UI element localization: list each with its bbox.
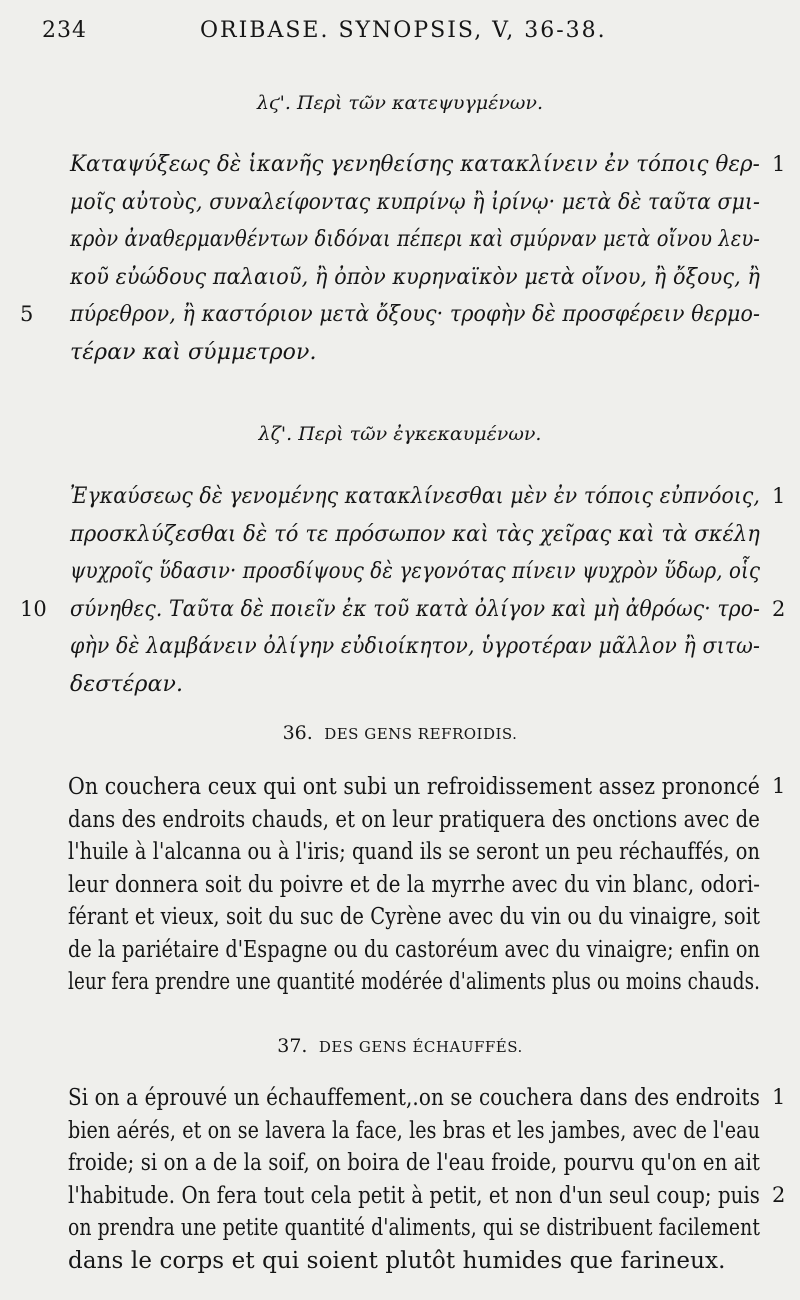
line-text: τέραν καὶ σύμμετρον. (70, 339, 317, 365)
margin-number: 2 (772, 1182, 786, 1207)
margin-number: 1 (772, 484, 786, 508)
line-text: κοῦ εὐώδους παλαιοῦ, ἢ ὀπὸν κυρηναϊκὸν μετὰ οἴνου, ἢ ὄξους, ἢ (70, 264, 760, 290)
line-text: προσκλύζεσθαι δὲ τό τε πρόσωπον καὶ τὰς χεῖρας καὶ τὰ σκέλη (70, 521, 760, 547)
french-heading-36 (0, 722, 800, 744)
greek-heading-36: λϛ'. Περὶ τῶν κατεψυγμένων. (257, 92, 543, 114)
margin-number: 1 (772, 774, 786, 798)
text-line (0, 1248, 800, 1288)
text-line (0, 340, 800, 380)
french-heading-37 (0, 1035, 800, 1057)
line-text: Καταψύξεως δὲ ἱκανῆς γενηθείσης κατακλίνειν ἐν τόποις θερ- (70, 152, 760, 177)
text-line (0, 484, 800, 524)
line-text: dans le corps et qui soient plutôt humides que farineux. (68, 1247, 726, 1274)
line-number: 10 (20, 596, 47, 621)
french-heading-37-title: DES GENS ÉCHAUFFÉS. (318, 1038, 523, 1056)
line-text: ψυχροῖς ὕδασιν· προσδίψους δὲ γεγονότας πίνειν ψυχρὸν ὕδωρ, οἷς (70, 559, 760, 584)
line-text: πύρεθρον, ἢ καστόριον μετὰ ὄξους· τροφὴν δὲ προσφέρειν θερμο- (70, 302, 760, 327)
line-text: μοῖς αὐτοὺς, συναλείφοντας κυπρίνῳ ἢ ἰρίνῳ· μετὰ δὲ ταῦτα σμι- (70, 189, 760, 215)
text-line (0, 227, 800, 267)
line-text: l'huile à l'alcanna ou à l'iris; quand ils se seront un peu réchauffés, on (68, 839, 760, 865)
running-title: ORIBASE. SYNOPSIS, V, 36-38. (200, 18, 607, 43)
line-text: leur fera prendre une quantité modérée d'aliments plus ou moins chauds. (68, 969, 760, 995)
running-header (0, 18, 800, 48)
line-text: Ἐγκαύσεως δὲ γενομένης κατακλίνεσθαι μὲν ἐν τόποις εὐπνόοις, (70, 484, 760, 509)
line-text: bien aérés, et on se lavera la face, les bras et les jambes, avec de l'eau (68, 1117, 760, 1144)
line-text: Si on a éprouvé un échauffement,.on se couchera dans des endroits (68, 1085, 760, 1111)
margin-number: 1 (772, 152, 786, 176)
text-line (0, 152, 800, 192)
line-text: froide; si on a de la soif, on boira de l'eau froide, pourvu qu'on en ait (68, 1150, 760, 1176)
french-heading-36-number: 36. (282, 722, 313, 744)
french-heading-37-number: 37. (277, 1035, 308, 1057)
text-line (0, 634, 800, 674)
line-number: 5 (20, 302, 34, 326)
line-text: δεστέραν. (70, 671, 184, 697)
text-line (0, 559, 800, 599)
line-text: leur donnera soit du poivre et de la myrrhe avec du vin blanc, odori- (68, 871, 760, 898)
text-line (0, 672, 800, 712)
page-number: 234 (42, 18, 87, 43)
text-line (0, 969, 800, 1009)
line-text: on prendra une petite quantité d'aliments, qui se distribuent facilement (68, 1215, 760, 1241)
french-heading-36-title: DES GENS REFROIDIS. (324, 725, 518, 743)
line-text: de la pariétaire d'Espagne ou du castoréum avec du vinaigre; enfin on (68, 936, 760, 963)
margin-number: 2 (772, 596, 786, 621)
line-text: férant et vieux, soit du suc de Cyrène avec du vin ou du vinaigre, soit (68, 904, 760, 930)
line-text: φὴν δὲ λαμβάνειν ὀλίγην εὐδιοίκητον, ὑγροτέραν μᾶλλον ἢ σιτω- (70, 634, 760, 659)
text-line (0, 190, 800, 230)
text-line (0, 302, 800, 342)
greek-heading-37: λζ'. Περὶ τῶν ἐγκεκαυμένων. (258, 423, 542, 445)
line-text: κρὸν ἀναθερμανθέντων διδόναι πέπερι καὶ σμύρναν μετὰ οἴνου λευ- (70, 227, 760, 252)
line-text: On couchera ceux qui ont subi un refroidissement assez prononcé (68, 774, 760, 800)
text-line (0, 265, 800, 305)
line-text: l'habitude. On fera tout cela petit à petit, et non d'un seul coup; puis (68, 1182, 760, 1209)
text-line (0, 522, 800, 562)
line-text: dans des endroits chauds, et on leur pratiquera des onctions avec de (68, 806, 760, 833)
text-line (0, 597, 800, 637)
line-text: σύνηθες. Ταῦτα δὲ ποιεῖν ἐκ τοῦ κατὰ ὀλίγον καὶ μὴ ἀθρόως· τρο- (70, 596, 760, 622)
margin-number: 1 (772, 1085, 786, 1109)
